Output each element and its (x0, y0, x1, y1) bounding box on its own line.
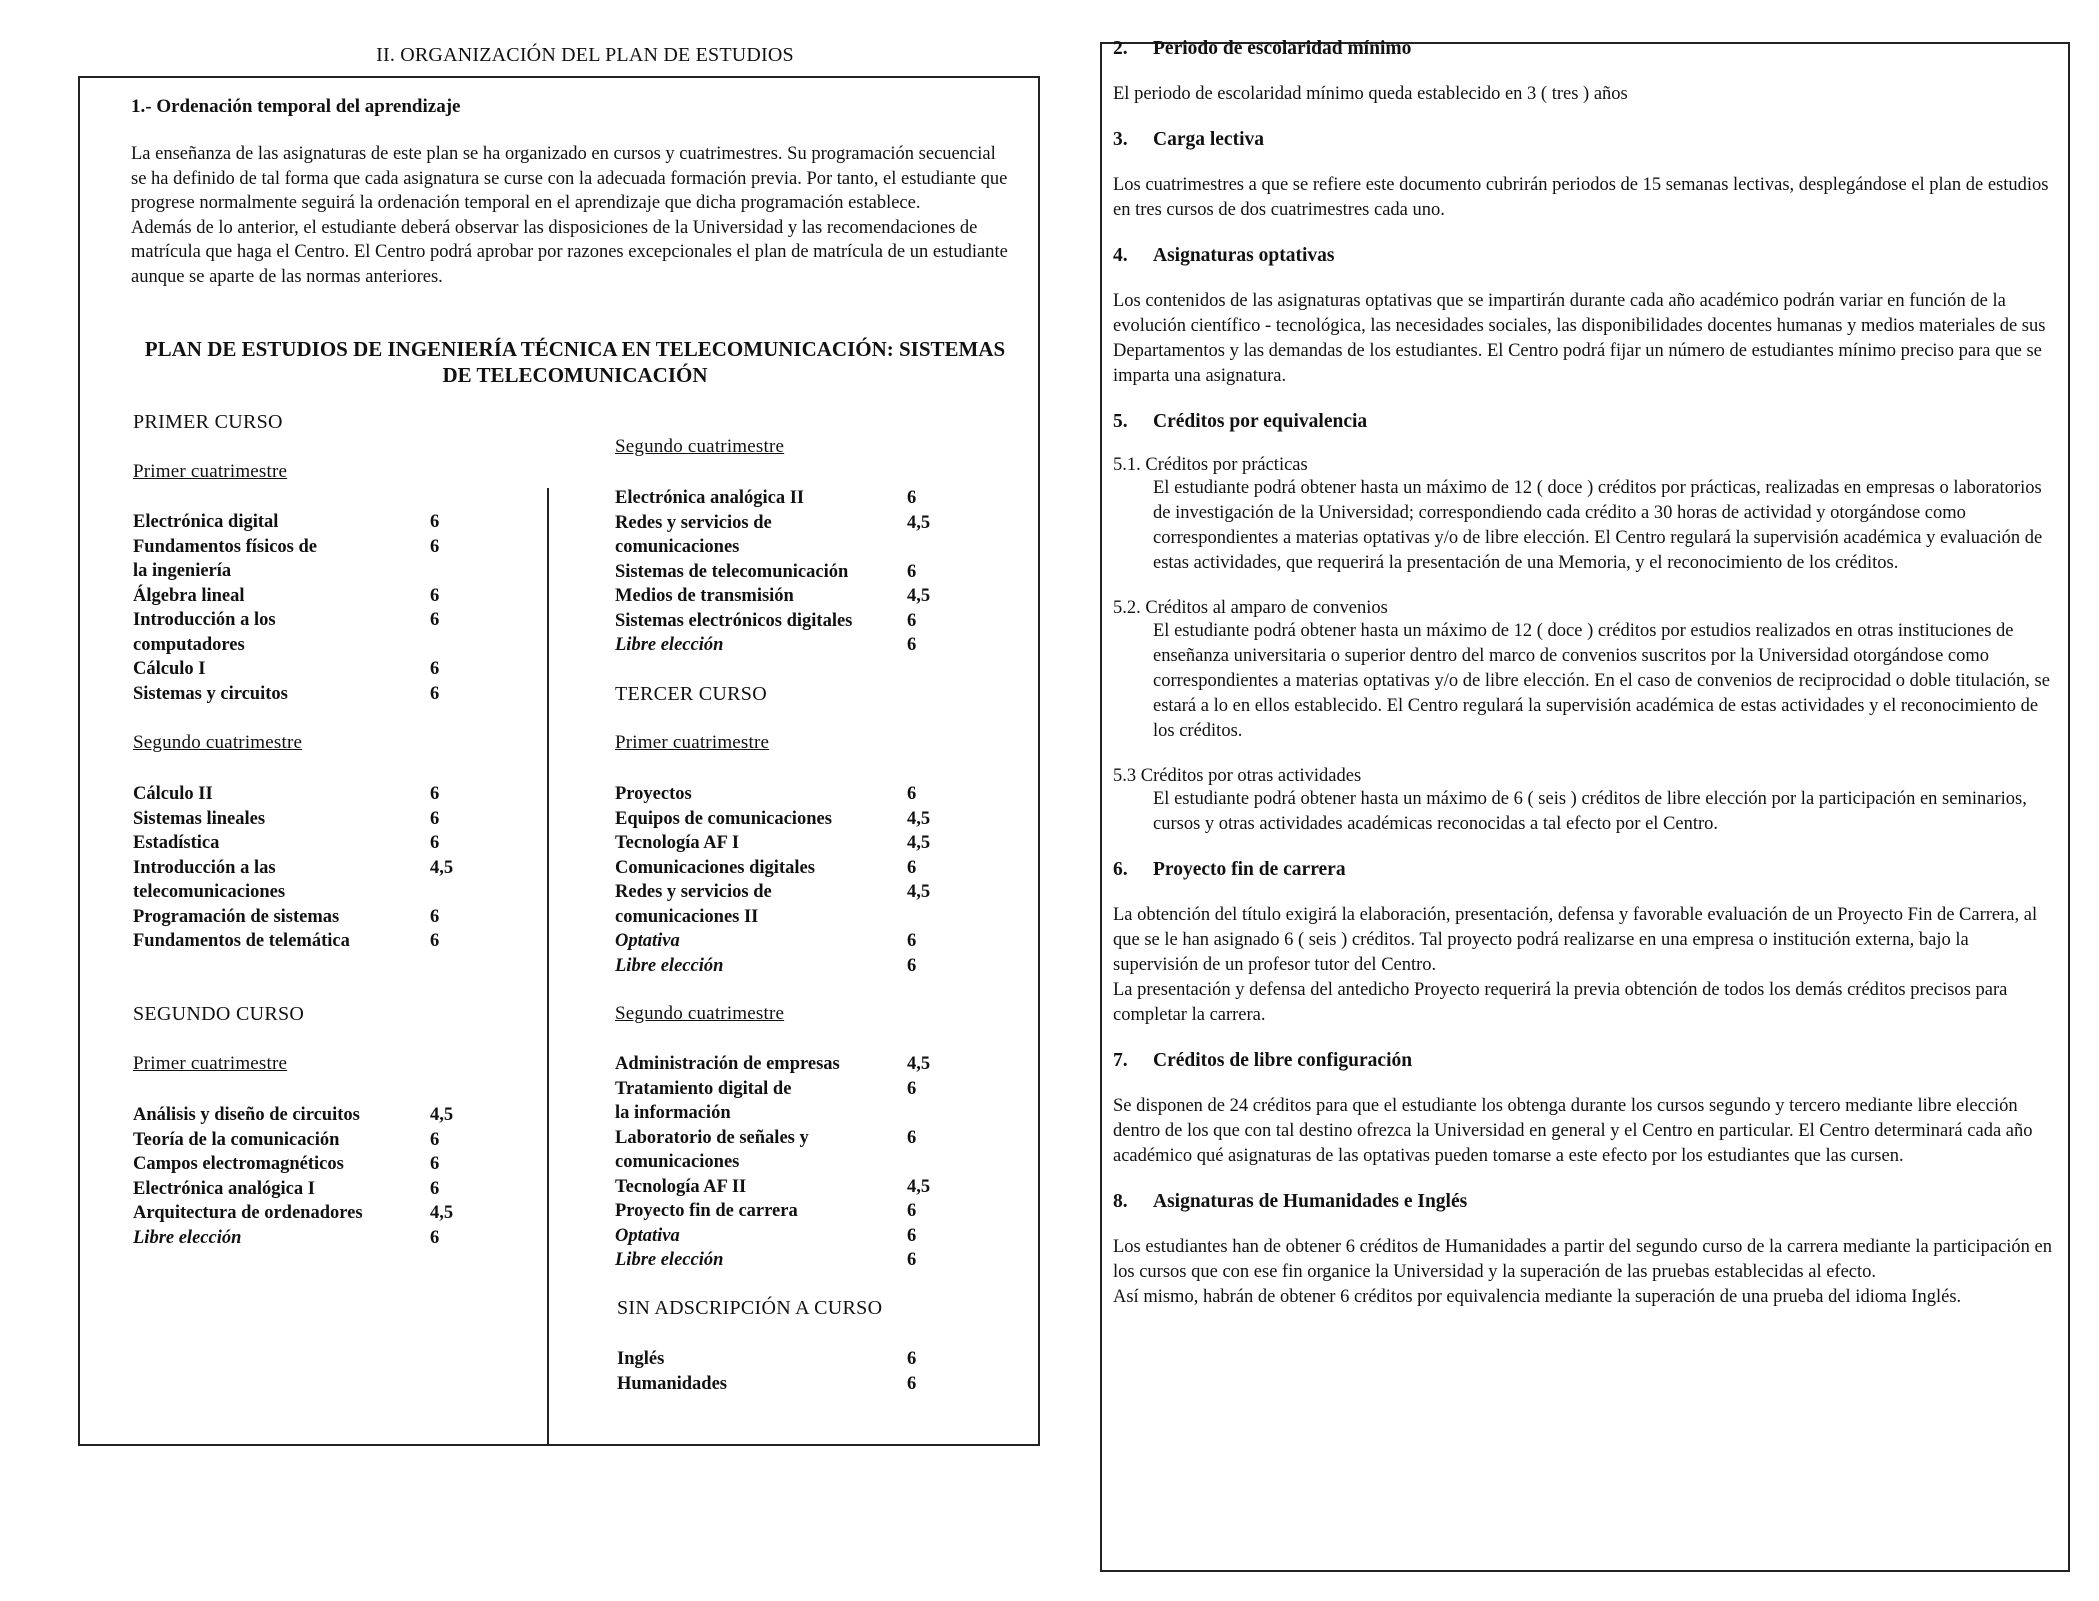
section-7-text: Se disponen de 24 créditos para que el estudiante los obtenga durante los cursos segundo y tercero mediante libre elección dentro de los que con tal destino ofrezca la Universidad en general y el Centro en particular. El Centro determinará cada año académico qué asignaturas de las optativas pueden tomarse a este efecto por los estudiantes que las cursen. (1113, 1096, 2033, 1166)
subject-row (615, 1052, 955, 1077)
subject-row (133, 657, 463, 682)
section-4-heading (1113, 245, 2053, 267)
subject-credits: 4,5 (907, 1176, 931, 1197)
subject-name: Optativa (615, 931, 680, 951)
sem-title-tercero-2: Segundo cuatrimestre (615, 1003, 785, 1024)
section-8-heading (1113, 1191, 2053, 1213)
subject-credits: 4,5 (907, 512, 931, 533)
section-6-paragraph-1: La obtención del título exigirá la elaboración, presentación, defensa y favorable evaluación de un Proyecto Fin de Carrera, al que se le han asignado 6 ( seis ) créditos. Tal proyecto podrá realizarse en una empresa o institución externa, bajo la supervisión de un profesor tutor del Centro. (1113, 905, 2038, 975)
subject-credits: 6 (430, 1154, 440, 1174)
subject-row (133, 831, 463, 856)
subject-list-segundo-1 (133, 1103, 473, 1250)
subject-credits: 6 (907, 1250, 917, 1270)
sem-title-primero-1: Primer cuatrimestre (133, 461, 288, 482)
subject-row (133, 682, 463, 707)
subject-name: Campos electromagnéticos (133, 1154, 344, 1174)
subject-row (133, 880, 463, 905)
section-5-3-text: El estudiante podrá obtener hasta un máximo de 6 ( seis ) créditos de libre elección por la participación en seminarios, cursos y otras actividades académicas reconocidas a tal efecto por el Centro. (1153, 789, 2027, 834)
subject-credits: 6 (907, 635, 917, 655)
course-title-sin-adscripcion: SIN ADSCRIPCIÓN A CURSO (617, 1297, 883, 1319)
section-7-number: 7. (1113, 1050, 1128, 1071)
subject-row (615, 1150, 955, 1175)
sem-title-primero-2: Segundo cuatrimestre (133, 732, 303, 753)
subject-row (133, 584, 463, 609)
section-7-heading (1113, 1050, 2053, 1072)
course-title-primero: PRIMER CURSO (133, 411, 283, 433)
ordenacion-heading: 1.- Ordenación temporal del aprendizaje (131, 96, 461, 117)
subject-name: Teoría de la comunicación (133, 1129, 340, 1150)
subject-name: Cálculo II (133, 784, 213, 804)
subject-name: Laboratorio de señales y (615, 1127, 809, 1148)
subject-row (133, 559, 463, 584)
subject-name: Sistemas lineales (133, 808, 266, 829)
column-divider (547, 488, 549, 1446)
section-5-2-title: 5.2. Créditos al amparo de convenios (1113, 598, 1388, 618)
subject-credits: 6 (907, 1349, 917, 1369)
intro-text (131, 142, 1011, 289)
subject-row (615, 560, 955, 585)
subject-credits: 4,5 (907, 586, 931, 606)
subject-row (615, 584, 955, 609)
subject-name: Análisis y diseño de circuitos (133, 1105, 360, 1125)
subject-credits: 6 (430, 808, 440, 829)
subject-name: telecomunicaciones (133, 882, 286, 902)
subject-credits: 6 (907, 784, 917, 804)
course-title-segundo: SEGUNDO CURSO (133, 1003, 305, 1025)
subject-name: Administración de empresas (615, 1054, 840, 1074)
section-5-2-text: El estudiante podrá obtener hasta un máximo de 12 ( doce ) créditos por estudios realizados en otras instituciones de enseñanza universitaria o superior dentro del marco de convenios suscritos por la Universidad otorgándose como correspondientes a materias optativas y/o de libre elección. En el caso de convenios de reciprocidad o doble titulación, se estará a lo en ellos establecido. El Centro regulará la supervisión académica de estas actividades y el reconocimiento de los créditos. (1153, 621, 2050, 741)
subject-credits: 4,5 (907, 882, 931, 902)
subject-row (133, 1128, 473, 1153)
subject-row (133, 1177, 473, 1202)
subject-credits: 6 (430, 906, 440, 927)
subject-row (615, 807, 955, 832)
subject-credits: 6 (430, 784, 440, 804)
subject-name: Medios de transmisión (615, 586, 794, 606)
subject-row (133, 929, 463, 954)
section-3-title: Carga lectiva (1153, 129, 1265, 150)
subject-credits: 6 (907, 610, 917, 631)
subject-credits: 6 (430, 659, 440, 679)
subject-credits: 6 (430, 931, 440, 951)
subject-row (133, 510, 463, 535)
subject-name: Optativa (615, 1225, 680, 1246)
subject-credits: 6 (907, 1373, 917, 1394)
subject-name: comunicaciones (615, 537, 740, 557)
subject-credits: 4,5 (430, 1203, 454, 1223)
subject-name: Arquitectura de ordenadores (133, 1203, 363, 1223)
subject-name: la ingeniería (133, 561, 232, 581)
subject-name: Libre elección (615, 955, 724, 976)
subject-name: Sistemas y circuitos (133, 683, 288, 704)
subject-credits: 6 (907, 1127, 917, 1148)
subject-row (133, 1152, 473, 1177)
subject-row (615, 609, 955, 634)
section-2-heading (1113, 38, 2053, 60)
subject-name: Proyecto fin de carrera (615, 1201, 798, 1221)
subject-name: Fundamentos de telemática (133, 931, 350, 951)
subject-row (615, 954, 955, 979)
subject-credits: 4,5 (430, 857, 454, 878)
subject-credits: 6 (430, 833, 440, 853)
subject-credits: 6 (907, 488, 917, 508)
subject-name: Tecnología AF I (615, 833, 740, 853)
plan-title-line-2: DE TELECOMUNICACIÓN (442, 363, 708, 387)
subject-list-primero-1 (133, 510, 463, 706)
section-7-title: Créditos de libre configuración (1153, 1050, 1413, 1071)
subject-row (615, 511, 955, 536)
section-2-title: Periodo de escolaridad mínimo (1153, 38, 1412, 59)
subject-row (615, 486, 955, 511)
subject-list-primero-2 (133, 782, 463, 954)
section-8-title: Asignaturas de Humanidades e Inglés (1153, 1191, 1468, 1212)
subject-name: Inglés (617, 1349, 665, 1369)
subject-list-segundo-2 (615, 486, 955, 658)
subject-row (615, 1199, 955, 1224)
subject-row (615, 856, 955, 881)
subject-name: Electrónica analógica II (615, 488, 805, 508)
section-2-text: El periodo de escolaridad mínimo queda establecido en 3 ( tres ) años (1113, 84, 1628, 104)
subject-credits: 6 (430, 1129, 440, 1150)
section-3-number: 3. (1113, 129, 1128, 150)
subject-list-tercero-1 (615, 782, 955, 978)
subject-credits: 6 (430, 512, 440, 532)
subject-name: Libre elección (615, 635, 724, 655)
subject-name: Fundamentos físicos de (133, 536, 317, 557)
subject-name: comunicaciones II (615, 906, 759, 927)
subject-row (617, 1347, 957, 1372)
subject-credits: 6 (430, 683, 440, 704)
intro-paragraph-1: La enseñanza de las asignaturas de este plan se ha organizado en cursos y cuatrimestres. Su programación secuencial se ha definido de tal forma que cada asignatura se curse con la adecuada formación previa. Por tanto, el estudiante que progrese normalmente seguirá la ordenación temporal en el aprendizaje que dicha programación establece. (131, 144, 1008, 213)
subject-row (615, 1175, 955, 1200)
section-8-paragraph-2: Así mismo, habrán de obtener 6 créditos por equivalencia mediante la superación de una prueba del idioma Inglés. (1113, 1287, 1962, 1307)
section-5-heading (1113, 411, 2053, 433)
section-6-text (1113, 903, 2053, 1028)
subject-row (133, 1201, 473, 1226)
course-title-tercero: TERCER CURSO (615, 683, 767, 705)
subject-name: Redes y servicios de (615, 512, 772, 533)
right-content (1113, 38, 2053, 1310)
subject-name: Humanidades (617, 1373, 728, 1394)
subject-row (133, 608, 463, 633)
subject-credits: 4,5 (907, 808, 931, 829)
subject-name: comunicaciones (615, 1152, 740, 1172)
subject-name: Tratamiento digital de (615, 1078, 792, 1099)
section-5-1-title: 5.1. Créditos por prácticas (1113, 455, 1308, 475)
page-title: II. ORGANIZACIÓN DEL PLAN DE ESTUDIOS (376, 44, 794, 66)
section-6-title: Proyecto fin de carrera (1153, 859, 1346, 880)
section-5-1-text: El estudiante podrá obtener hasta un máximo de 12 ( doce ) créditos por prácticas, realizadas en empresas o laboratorios de investigación de la Universidad; correspondiendo cada crédito a 30 horas de actividad y otorgándose como correspondientes a materias optativas y/o de libre elección. El Centro regulará la supervisión académica y evaluación de estas actividades, que requerirá la presentación de una Memoria, y el reconocimiento de los créditos. (1153, 478, 2043, 573)
subject-credits: 4,5 (907, 833, 931, 853)
subject-row (615, 1077, 955, 1102)
section-2-number: 2. (1113, 38, 1128, 59)
plan-title-line-1: PLAN DE ESTUDIOS DE INGENIERÍA TÉCNICA EN TELECOMUNICACIÓN: SISTEMAS (144, 337, 1006, 361)
subject-row (615, 831, 955, 856)
subject-row (133, 856, 463, 881)
subject-credits: 6 (430, 1178, 440, 1199)
subject-name: la información (615, 1103, 731, 1123)
subject-name: Sistemas de telecomunicación (615, 561, 849, 582)
section-6-heading (1113, 859, 2053, 881)
section-3-text: Los cuatrimestres a que se refiere este documento cubrirán periodos de 15 semanas lectivas, desplegándose el plan de estudios en tres cursos de dos cuatrimestres cada uno. (1113, 175, 2049, 220)
subject-credits: 6 (430, 585, 440, 606)
subject-credits: 6 (907, 1201, 917, 1221)
subject-row (615, 1248, 955, 1273)
section-4-text: Los contenidos de las asignaturas optativas que se impartirán durante cada año académico podrán variar en función de la evolución científico - tecnológica, las necesidades sociales, las disponibilidades docentes humanas y medios materiales de sus Departamentos y las demandas de los estudiantes. El Centro podrá fijar un número de estudiantes mínimo preciso para que se imparta una asignatura. (1113, 291, 2046, 386)
subject-name: Libre elección (133, 1227, 242, 1248)
plan-title (120, 336, 1030, 388)
subject-name: Introducción a los (133, 610, 276, 630)
subject-row (133, 1226, 473, 1251)
subject-row (615, 880, 955, 905)
subject-credits: 6 (430, 1227, 440, 1248)
section-3-heading (1113, 129, 2053, 151)
sem-title-tercero-1: Primer cuatrimestre (615, 732, 770, 753)
section-4-number: 4. (1113, 245, 1128, 266)
section-8-text (1113, 1235, 2053, 1310)
subject-row (133, 535, 463, 560)
sem-title-segundo-1: Primer cuatrimestre (133, 1053, 288, 1074)
subject-credits: 6 (430, 610, 440, 630)
subject-credits: 4,5 (430, 1105, 454, 1125)
section-6-number: 6. (1113, 859, 1128, 880)
subject-row (615, 929, 955, 954)
subject-row (133, 633, 463, 658)
subject-name: Redes y servicios de (615, 882, 772, 902)
subject-row (615, 535, 955, 560)
subject-row (615, 1224, 955, 1249)
subject-credits: 6 (907, 955, 917, 976)
subject-name: Cálculo I (133, 659, 206, 679)
subject-credits: 6 (907, 1078, 917, 1099)
section-5-title: Créditos por equivalencia (1153, 411, 1368, 432)
section-5-3-title: 5.3 Créditos por otras actividades (1113, 766, 1362, 786)
subject-name: Programación de sistemas (133, 906, 340, 927)
subject-name: Introducción a las (133, 857, 276, 878)
subject-row (615, 633, 955, 658)
subject-name: Comunicaciones digitales (615, 857, 815, 878)
subject-name: Electrónica analógica I (133, 1178, 315, 1199)
subject-list-sin-adscripcion (617, 1347, 957, 1396)
subject-name: Proyectos (615, 784, 692, 804)
section-8-paragraph-1: Los estudiantes han de obtener 6 créditos de Humanidades a partir del segundo curso de la carrera mediante la participación en los cursos que con ese fin organice la Universidad y la superación de las pruebas establecidas al efecto. (1113, 1237, 2053, 1282)
sem-title-segundo-2: Segundo cuatrimestre (615, 436, 785, 457)
intro-paragraph-2: Además de lo anterior, el estudiante deberá observar las disposiciones de la Universidad y las recomendaciones de matrícula que haga el Centro. El Centro podrá aprobar por razones excepcionales el plan de matrícula de un estudiante aunque se aparte de las normas anteriores. (131, 217, 1008, 287)
subject-row (615, 905, 955, 930)
subject-credits: 6 (907, 561, 917, 582)
subject-name: computadores (133, 634, 245, 655)
section-5-number: 5. (1113, 411, 1128, 432)
subject-credits: 4,5 (907, 1054, 931, 1074)
subject-list-tercero-2 (615, 1052, 955, 1273)
subject-row (615, 1101, 955, 1126)
section-4-title: Asignaturas optativas (1153, 245, 1335, 266)
section-8-number: 8. (1113, 1191, 1128, 1212)
subject-name: Libre elección (615, 1250, 724, 1270)
section-6-paragraph-2: La presentación y defensa del antedicho Proyecto requerirá la previa obtención de todos los demás créditos precisos para completar la carrera. (1113, 980, 2008, 1025)
subject-row (615, 1126, 955, 1151)
subject-name: Tecnología AF II (615, 1176, 747, 1197)
subject-row (615, 782, 955, 807)
subject-row (133, 807, 463, 832)
subject-credits: 6 (907, 857, 917, 878)
subject-row (133, 1103, 473, 1128)
subject-name: Electrónica digital (133, 512, 279, 532)
subject-name: Álgebra lineal (133, 585, 245, 606)
subject-credits: 6 (907, 931, 917, 951)
subject-credits: 6 (907, 1225, 917, 1246)
subject-credits: 6 (430, 536, 440, 557)
subject-name: Estadística (133, 833, 220, 853)
subject-name: Sistemas electrónicos digitales (615, 610, 853, 631)
subject-row (133, 782, 463, 807)
subject-name: Equipos de comunicaciones (615, 808, 832, 829)
subject-row (133, 905, 463, 930)
subject-row (617, 1372, 957, 1397)
